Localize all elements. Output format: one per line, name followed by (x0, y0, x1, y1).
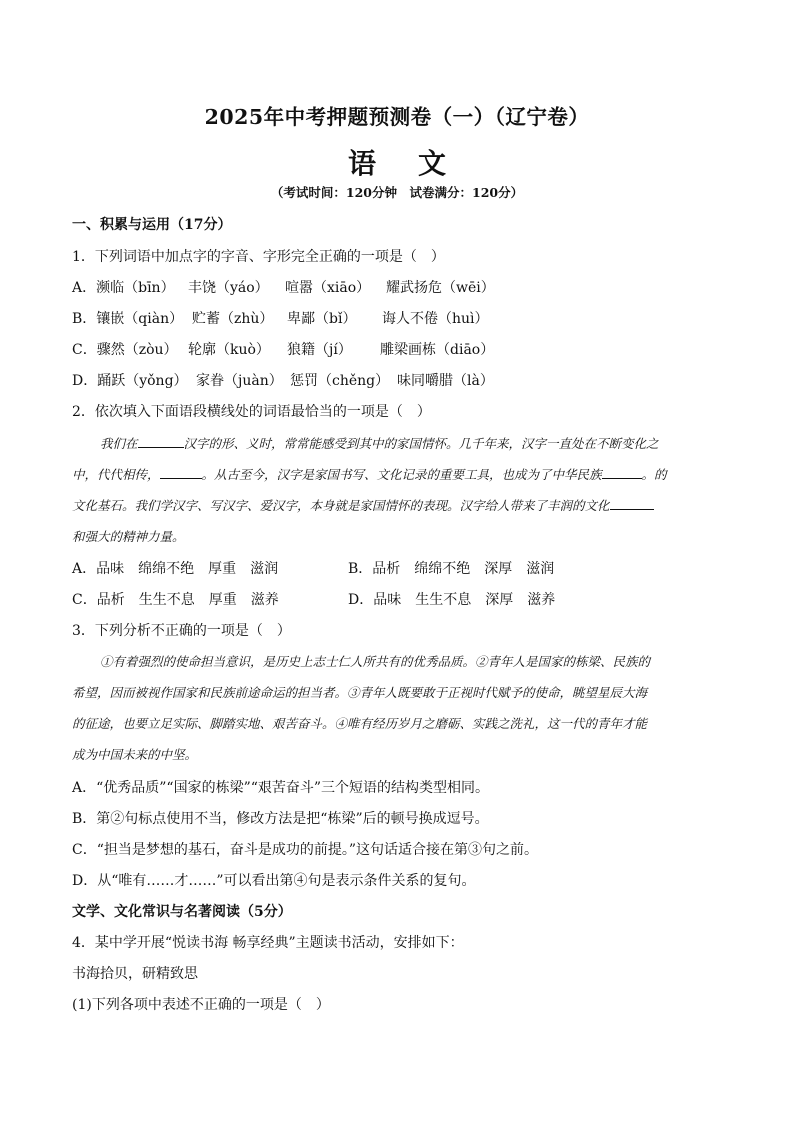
q3-passage-line-3: 的征途，也要立足实际、脚踏实地、艰苦奋斗。④唯有经历岁月之磨砺、实践之洗礼，这一代的青年才能 (72, 716, 648, 731)
question-2-passage (72, 428, 722, 552)
q1-option-a-1: A．濒临（bīn） (72, 280, 175, 296)
q1-option-a-4: 耀武扬危（wēi） (386, 280, 495, 296)
q1-option-b-4: 诲人不倦（huì） (382, 311, 489, 327)
question-3-stem: 3．下列分析不正确的一项是（ ） (72, 623, 291, 639)
q2-passage-seg-2: 汉字的形、义时，常常能感受到其中的家国情怀。几千年来，汉字一直处在不断变化之 (183, 436, 659, 451)
section-heading-2: 文学、文化常识与名著阅读（5分） (72, 904, 292, 920)
q1-option-b-2: 贮蓄（zhù） (192, 311, 274, 327)
subject-char-1: 语 (347, 147, 376, 180)
q2-option-d: D．品味 生生不息 深厚 滋养 (348, 592, 556, 608)
exam-title: 2025年中考押题预测卷（一）（辽宁卷） (204, 105, 590, 129)
q1-option-a-3: 喧嚣（xiāo） (285, 280, 371, 296)
exam-info: （考试时间：120分钟 试卷满分：120分） (270, 185, 524, 200)
q1-option-d-1: D．踊跃（yǒng） (72, 373, 188, 389)
question-4-sub-1: (1)下列各项中表述不正确的一项是（ ） (72, 997, 330, 1013)
q1-option-d-2: 家眷（juàn） (196, 373, 283, 389)
q2-passage-seg-7: 和强大的精神力量。 (72, 529, 185, 544)
q2-option-c: C．品析 生生不息 厚重 滋养 (72, 592, 279, 608)
subject-title (0, 142, 794, 182)
q2-passage-seg-4: 。从古至今，汉字是家国书写、文化记录的重要工具，也成为了中华民族 (201, 467, 602, 482)
answer-blank-4 (610, 497, 654, 510)
q1-option-b-3: 卑鄙（bǐ） (287, 311, 357, 327)
q3-passage-line-2: 希望，因而被视作国家和民族前途命运的担当者。③青年人既要敢于正视时代赋予的使命，眺望星辰大海 (72, 685, 648, 700)
q1-option-a-2: 丰饶（yáo） (188, 280, 269, 296)
q1-option-d-3: 惩罚（chěng） (290, 373, 390, 389)
question-1-stem: 1．下列词语中加点字的字音、字形完全正确的一项是（ ） (72, 249, 445, 265)
q3-option-b: B．第②句标点使用不当，修改方法是把“栋梁”后的顿号换成逗号。 (72, 811, 489, 827)
q2-option-a: A．品味 绵绵不绝 厚重 滋润 (72, 561, 279, 577)
question-4-stem: 4．某中学开展“悦读书海 畅享经典”主题读书活动，安排如下： (72, 935, 464, 951)
q3-passage-line-4: 成为中国未来的中坚。 (72, 747, 198, 762)
answer-blank-2 (160, 466, 202, 479)
q3-option-a: A．“优秀品质”“国家的栋梁”“艰苦奋斗”三个短语的结构类型相同。 (72, 780, 490, 796)
q1-option-c-2: 轮廓（kuò） (188, 342, 270, 358)
q1-option-c-3: 狼籍（jí） (287, 342, 352, 358)
question-2-stem: 2．依次填入下面语段横线处的词语最恰当的一项是（ ） (72, 404, 431, 420)
q2-passage-seg-5: 。的 (641, 467, 667, 482)
question-4-subheading: 书海拾贝，研精致思 (72, 966, 198, 982)
q2-option-b: B．品析 绵绵不绝 深厚 滋润 (348, 561, 555, 577)
answer-blank-1 (138, 435, 184, 448)
q2-passage-seg-1: 我们在 (100, 436, 138, 451)
section-heading-1: 一、积累与运用（17分） (72, 217, 232, 233)
q3-option-c: C．“担当是梦想的基石，奋斗是成功的前提。”这句话适合接在第③句之前。 (72, 842, 539, 858)
q1-option-c-1: C．骤然（zòu） (72, 342, 178, 358)
q2-passage-seg-3: 中，代代相传， (72, 467, 160, 482)
subject-char-2: 文 (418, 147, 447, 180)
q1-option-d-4: 味同嚼腊（là） (397, 373, 494, 389)
q2-passage-seg-6: 文化基石。我们学汉字、写汉字、爱汉字，本身就是家国情怀的表现。汉字给人带来了丰润的文化 (72, 498, 610, 513)
q1-option-b-1: B．镶嵌（qiàn） (72, 311, 184, 327)
q1-option-c-4: 雕梁画栋（diāo） (380, 342, 495, 358)
q3-passage-line-1: ①有着强烈的使命担当意识，是历史上志士仁人所共有的优秀品质。②青年人是国家的栋梁、民族的 (100, 654, 651, 669)
q3-option-d: D．从“唯有……才……”可以看出第④句是表示条件关系的复句。 (72, 873, 476, 889)
question-3-passage (72, 646, 722, 770)
answer-blank-3 (602, 466, 642, 479)
